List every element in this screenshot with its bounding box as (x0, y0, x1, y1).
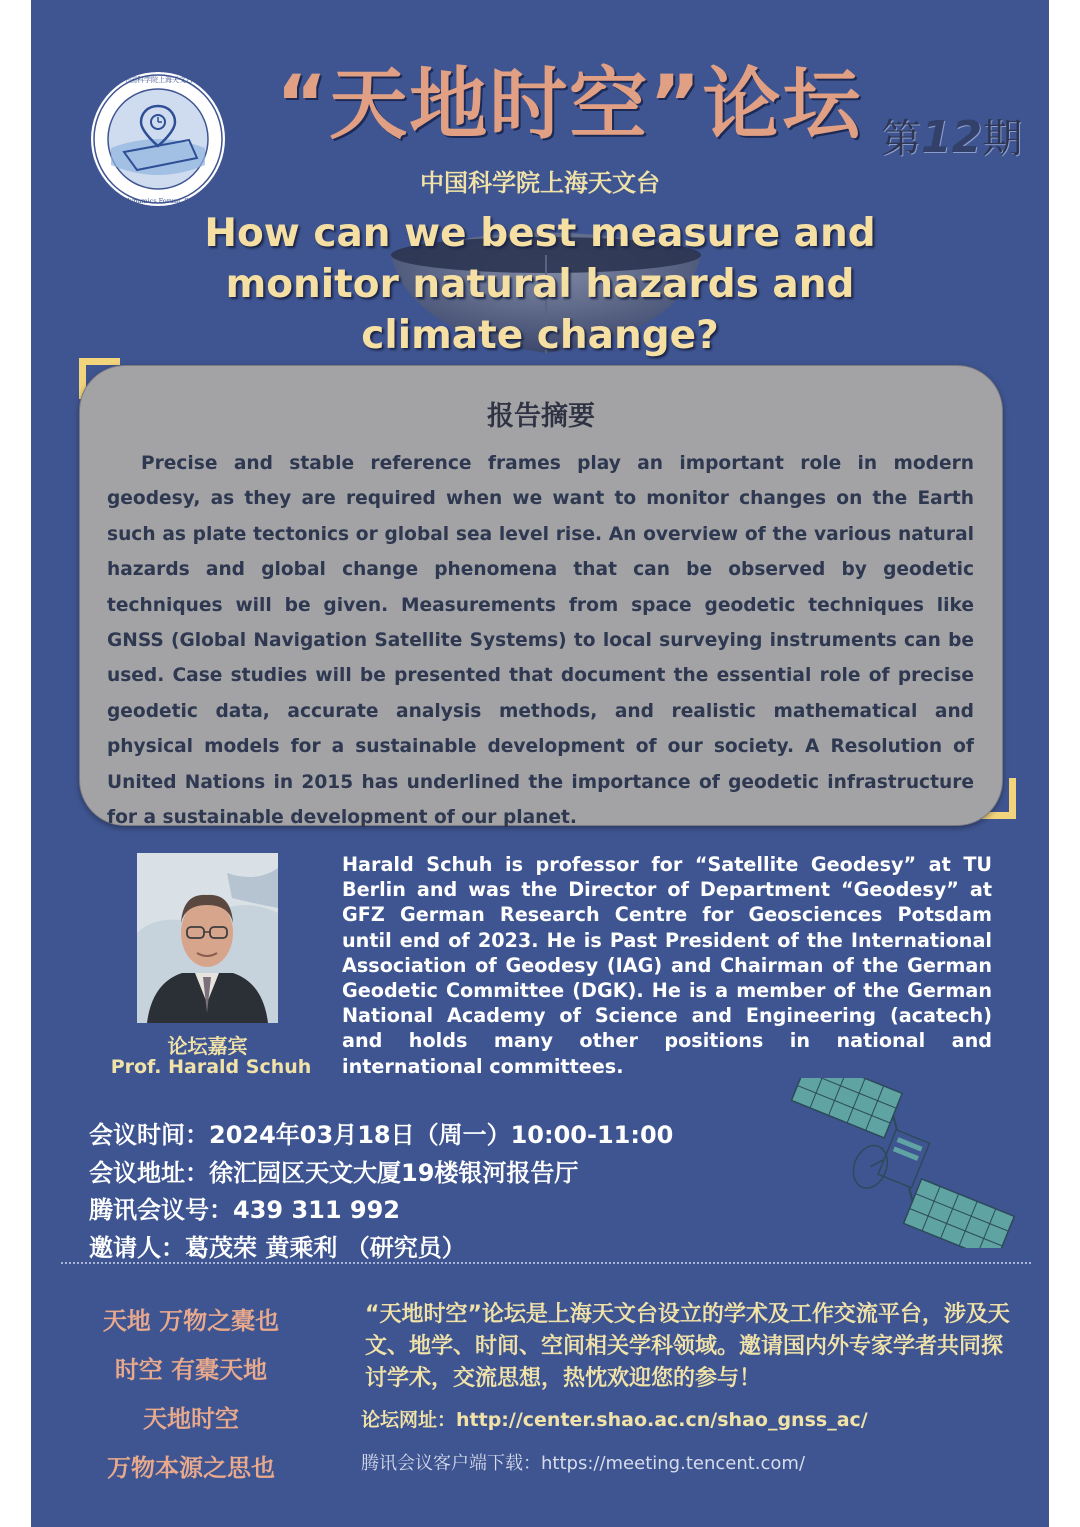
abstract-text (107, 446, 974, 835)
motto-line-4: 万物本源之思也 (107, 1454, 275, 1482)
meeting-host: 邀请人：葛茂荣 黄乘利 （研究员） (89, 1233, 466, 1262)
svg-text:中国科学院上海天文台: 中国科学院上海天文台 (123, 76, 193, 84)
issue-suffix: 期 (982, 116, 1023, 162)
abstract-body: Precise and stable reference frames play an important role in modern geodesy, as they are required when we want to monitor changes on the Earth such as plate tectonics or global sea level rise. An overview of the various natural hazards and global change phenomena that can be observed by geodetic techniques will be given. Measurements from space geodetic techniques like GNSS (Global Navigation Satellite Systems) to local surveying instruments can be used. Case studies will be presented that document the essential role of precise geodetic data, accurate analysis methods, and realistic mathematical and physical models for a sustainable development of our society. A Resolution of United Nations in 2015 has underlined the importance of geodetic infrastructure for a sustainable development of our planet. (107, 453, 974, 829)
speaker-bio: Harald Schuh is professor for “Satellite Geodesy” at TU Berlin and was the Director of Department “Geodesy” at GFZ German Research Centre for Geosciences Potsdam until end of 2023. He is Past President of the International Association of Geodesy (IAG) and Chairman of the German Geodetic Committee (DGK). He is a member of the German National Academy of Science and Engineering (acatech) and holds many other positions in national and international committees. (342, 853, 992, 1078)
forum-intro: “天地时空”论坛是上海天文台设立的学术及工作交流平台，涉及天文、地学、时间、空间相关学科领域。邀请国内外专家学者共同探讨学术，交流思想，热忱欢迎您的参与！ (365, 1302, 1010, 1391)
svg-text:Astro-geodynamics Forum, SHAO,: Astro-geodynamics Forum, SHAO, CAS (93, 197, 223, 205)
meeting-location: 会议地址：徐汇园区天文大厦19楼银河报告厅 (89, 1158, 579, 1187)
divider (61, 1262, 1031, 1264)
abstract-box (79, 365, 1003, 829)
issue-value: 12 (921, 112, 983, 163)
talk-title-line-1: How can we best measure and (204, 211, 876, 256)
poster (31, 0, 1049, 1527)
solar-panel-right (904, 1179, 1015, 1248)
tencent-meeting-id: 腾讯会议号：439 311 992 (89, 1196, 401, 1224)
forum-website-link[interactable]: 论坛网址：http://center.shao.ac.cn/shao_gnss_ac/ (361, 1409, 868, 1431)
motto-line-1: 天地 万物之橐也 (102, 1307, 280, 1335)
motto (71, 1297, 311, 1493)
guest-label: 论坛嘉宾 (167, 1034, 248, 1058)
motto-line-3: 天地时空 (143, 1405, 239, 1433)
meeting-time: 会议时间：2024年03月18日（周一）10:00-11:00 (89, 1121, 674, 1149)
talk-title-line-2: monitor natural hazards and (225, 262, 855, 307)
issue-prefix: 第 (881, 116, 921, 162)
issue-number (881, 107, 1022, 164)
guest-name: Prof. Harald Schuh (110, 1056, 312, 1078)
organization-name: 中国科学院上海天文台 (420, 169, 660, 197)
talk-title (31, 208, 1049, 361)
forum-title: “天地时空”论坛 (276, 60, 863, 150)
solar-panel-left (791, 1078, 902, 1138)
speaker-photo (137, 853, 278, 1023)
motto-line-2: 时空 有橐天地 (114, 1356, 268, 1384)
meeting-info (89, 1117, 673, 1267)
abstract-heading: 报告摘要 (487, 401, 595, 432)
tencent-download-link[interactable]: 腾讯会议客户端下载：https://meeting.tencent.com/ (361, 1453, 806, 1474)
talk-title-line-3: climate change? (361, 313, 719, 358)
satellite-icon (776, 1078, 1026, 1248)
